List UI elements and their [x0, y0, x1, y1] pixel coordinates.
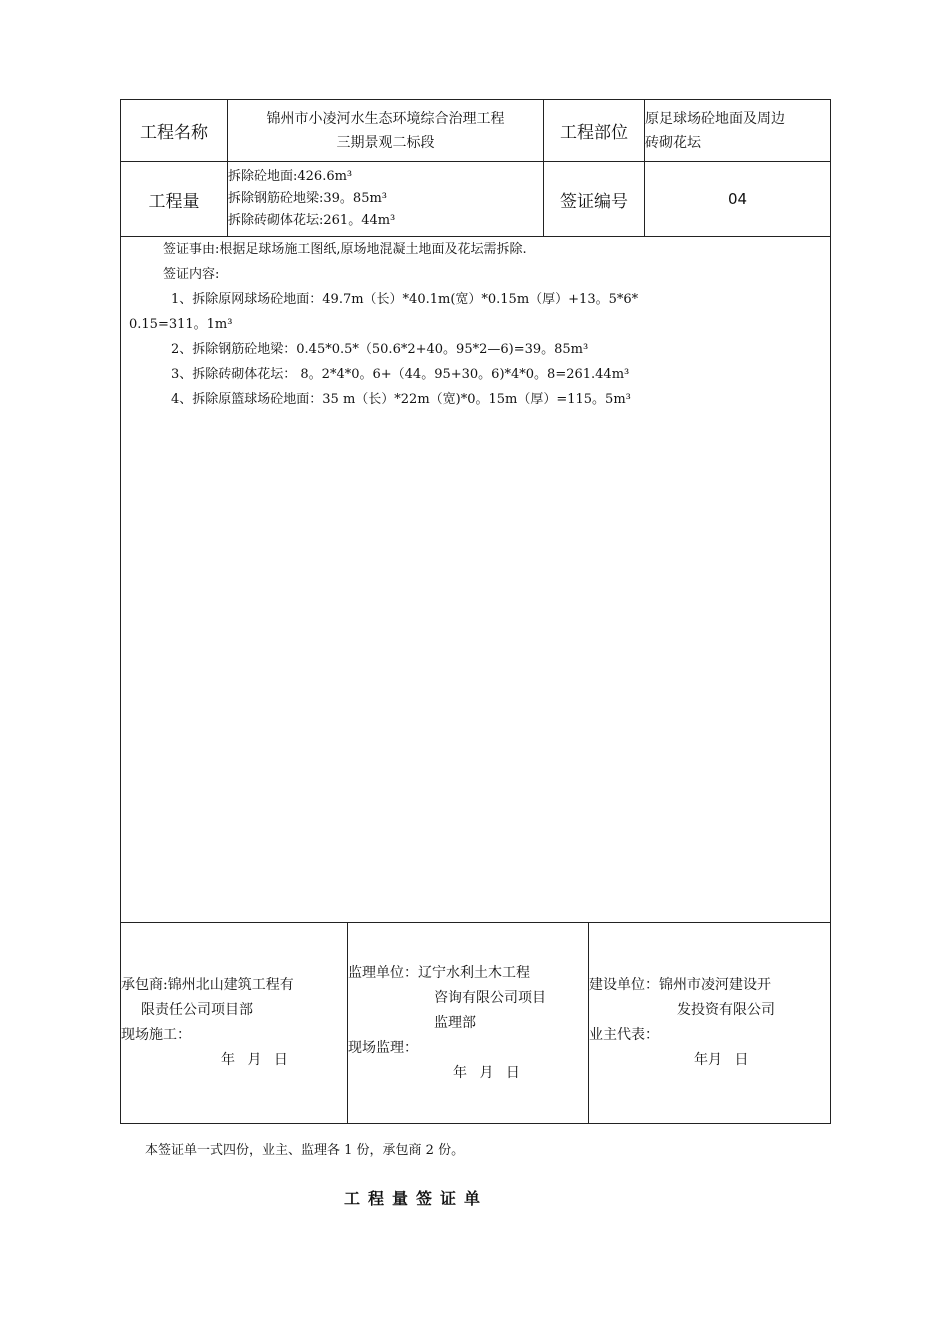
- supervisor-date: 年 月 日: [453, 1064, 520, 1081]
- supervisor-line3: 监理部: [434, 1014, 476, 1031]
- visa-no-label: 签证编号: [544, 162, 645, 237]
- location-label: 工程部位: [544, 100, 645, 162]
- row-project-name: [121, 100, 831, 162]
- visa-content: [121, 237, 831, 923]
- project-name-label: 工程名称: [121, 100, 228, 162]
- quantity-item-2: 拆除钢筋砼地梁:39。85m³: [228, 191, 388, 206]
- visa-form: [120, 99, 830, 1124]
- location-line2: 砖砌花坛: [645, 134, 701, 151]
- contractor-date: 年 月 日: [221, 1052, 288, 1068]
- visa-content-label: 签证内容:: [163, 267, 220, 282]
- supervisor-role: 现场监理：: [348, 1039, 418, 1056]
- row-signatures: [121, 923, 831, 1124]
- content-item-4: 4、拆除原篮球场砼地面：35 m（长）*22m（宽)*0。15m（厚）=115。5m³: [171, 392, 631, 407]
- content-item-1: 1、拆除原网球场砼地面：49.7m（长）*40.1m(宽）*0.15m（厚）+13。5*6*: [171, 292, 639, 307]
- row-content: [121, 237, 831, 923]
- quantity-item-3: 拆除砖砌体花坛:261。44m³: [228, 213, 396, 228]
- signature-table: [120, 923, 831, 1124]
- quantity-label: 工程量: [121, 162, 228, 237]
- location-value: [645, 100, 831, 162]
- supervisor-line2: 咨询有限公司项目: [434, 989, 546, 1006]
- owner-line1: 建设单位：锦州市凌河建设开: [589, 977, 771, 993]
- visa-form-table: [120, 99, 831, 923]
- supervisor-line1: 监理单位：辽宁水利土木工程: [348, 964, 530, 981]
- content-item-2: 2、拆除钢筋砼地梁：0.45*0.5*（50.6*2+40。95*2—6)=39。85m³: [171, 342, 589, 357]
- contractor-role: 现场施工：: [121, 1027, 191, 1043]
- document-title: 工程量签证单: [344, 1189, 489, 1208]
- copies-note: 本签证单一式四份，业主、监理各 1 份，承包商 2 份。: [145, 1143, 465, 1158]
- location-line1: 原足球场砼地面及周边: [645, 110, 785, 127]
- visa-reason: 签证事由:根据足球场施工图纸,原场地混凝土地面及花坛需拆除.: [163, 242, 527, 257]
- owner-cell: [589, 923, 831, 1124]
- content-item-1-cont: 0.15=311。1m³: [129, 317, 233, 332]
- row-quantity: [121, 162, 831, 237]
- visa-no-value: 04: [645, 162, 831, 237]
- supervisor-cell: [348, 923, 589, 1124]
- owner-date: 年月 日: [694, 1052, 749, 1068]
- project-name-line1: 锦州市小凌河水生态环境综合治理工程: [266, 110, 505, 127]
- owner-line2: 发投资有限公司: [677, 1002, 775, 1018]
- contractor-line2: 限责任公司项目部: [141, 1002, 253, 1018]
- project-name-line2: 三期景观二标段: [336, 134, 435, 151]
- quantity-item-1: 拆除砼地面:426.6m³: [228, 169, 353, 184]
- contractor-cell: [121, 923, 348, 1124]
- owner-role: 业主代表：: [589, 1027, 659, 1043]
- quantity-value: [228, 162, 544, 237]
- content-item-3: 3、拆除砖砌体花坛： 8。2*4*0。6+（44。95+30。6)*4*0。8=261.44m³: [171, 367, 630, 382]
- project-name-value: [228, 100, 544, 162]
- contractor-line1: 承包商:锦州北山建筑工程有: [121, 977, 294, 993]
